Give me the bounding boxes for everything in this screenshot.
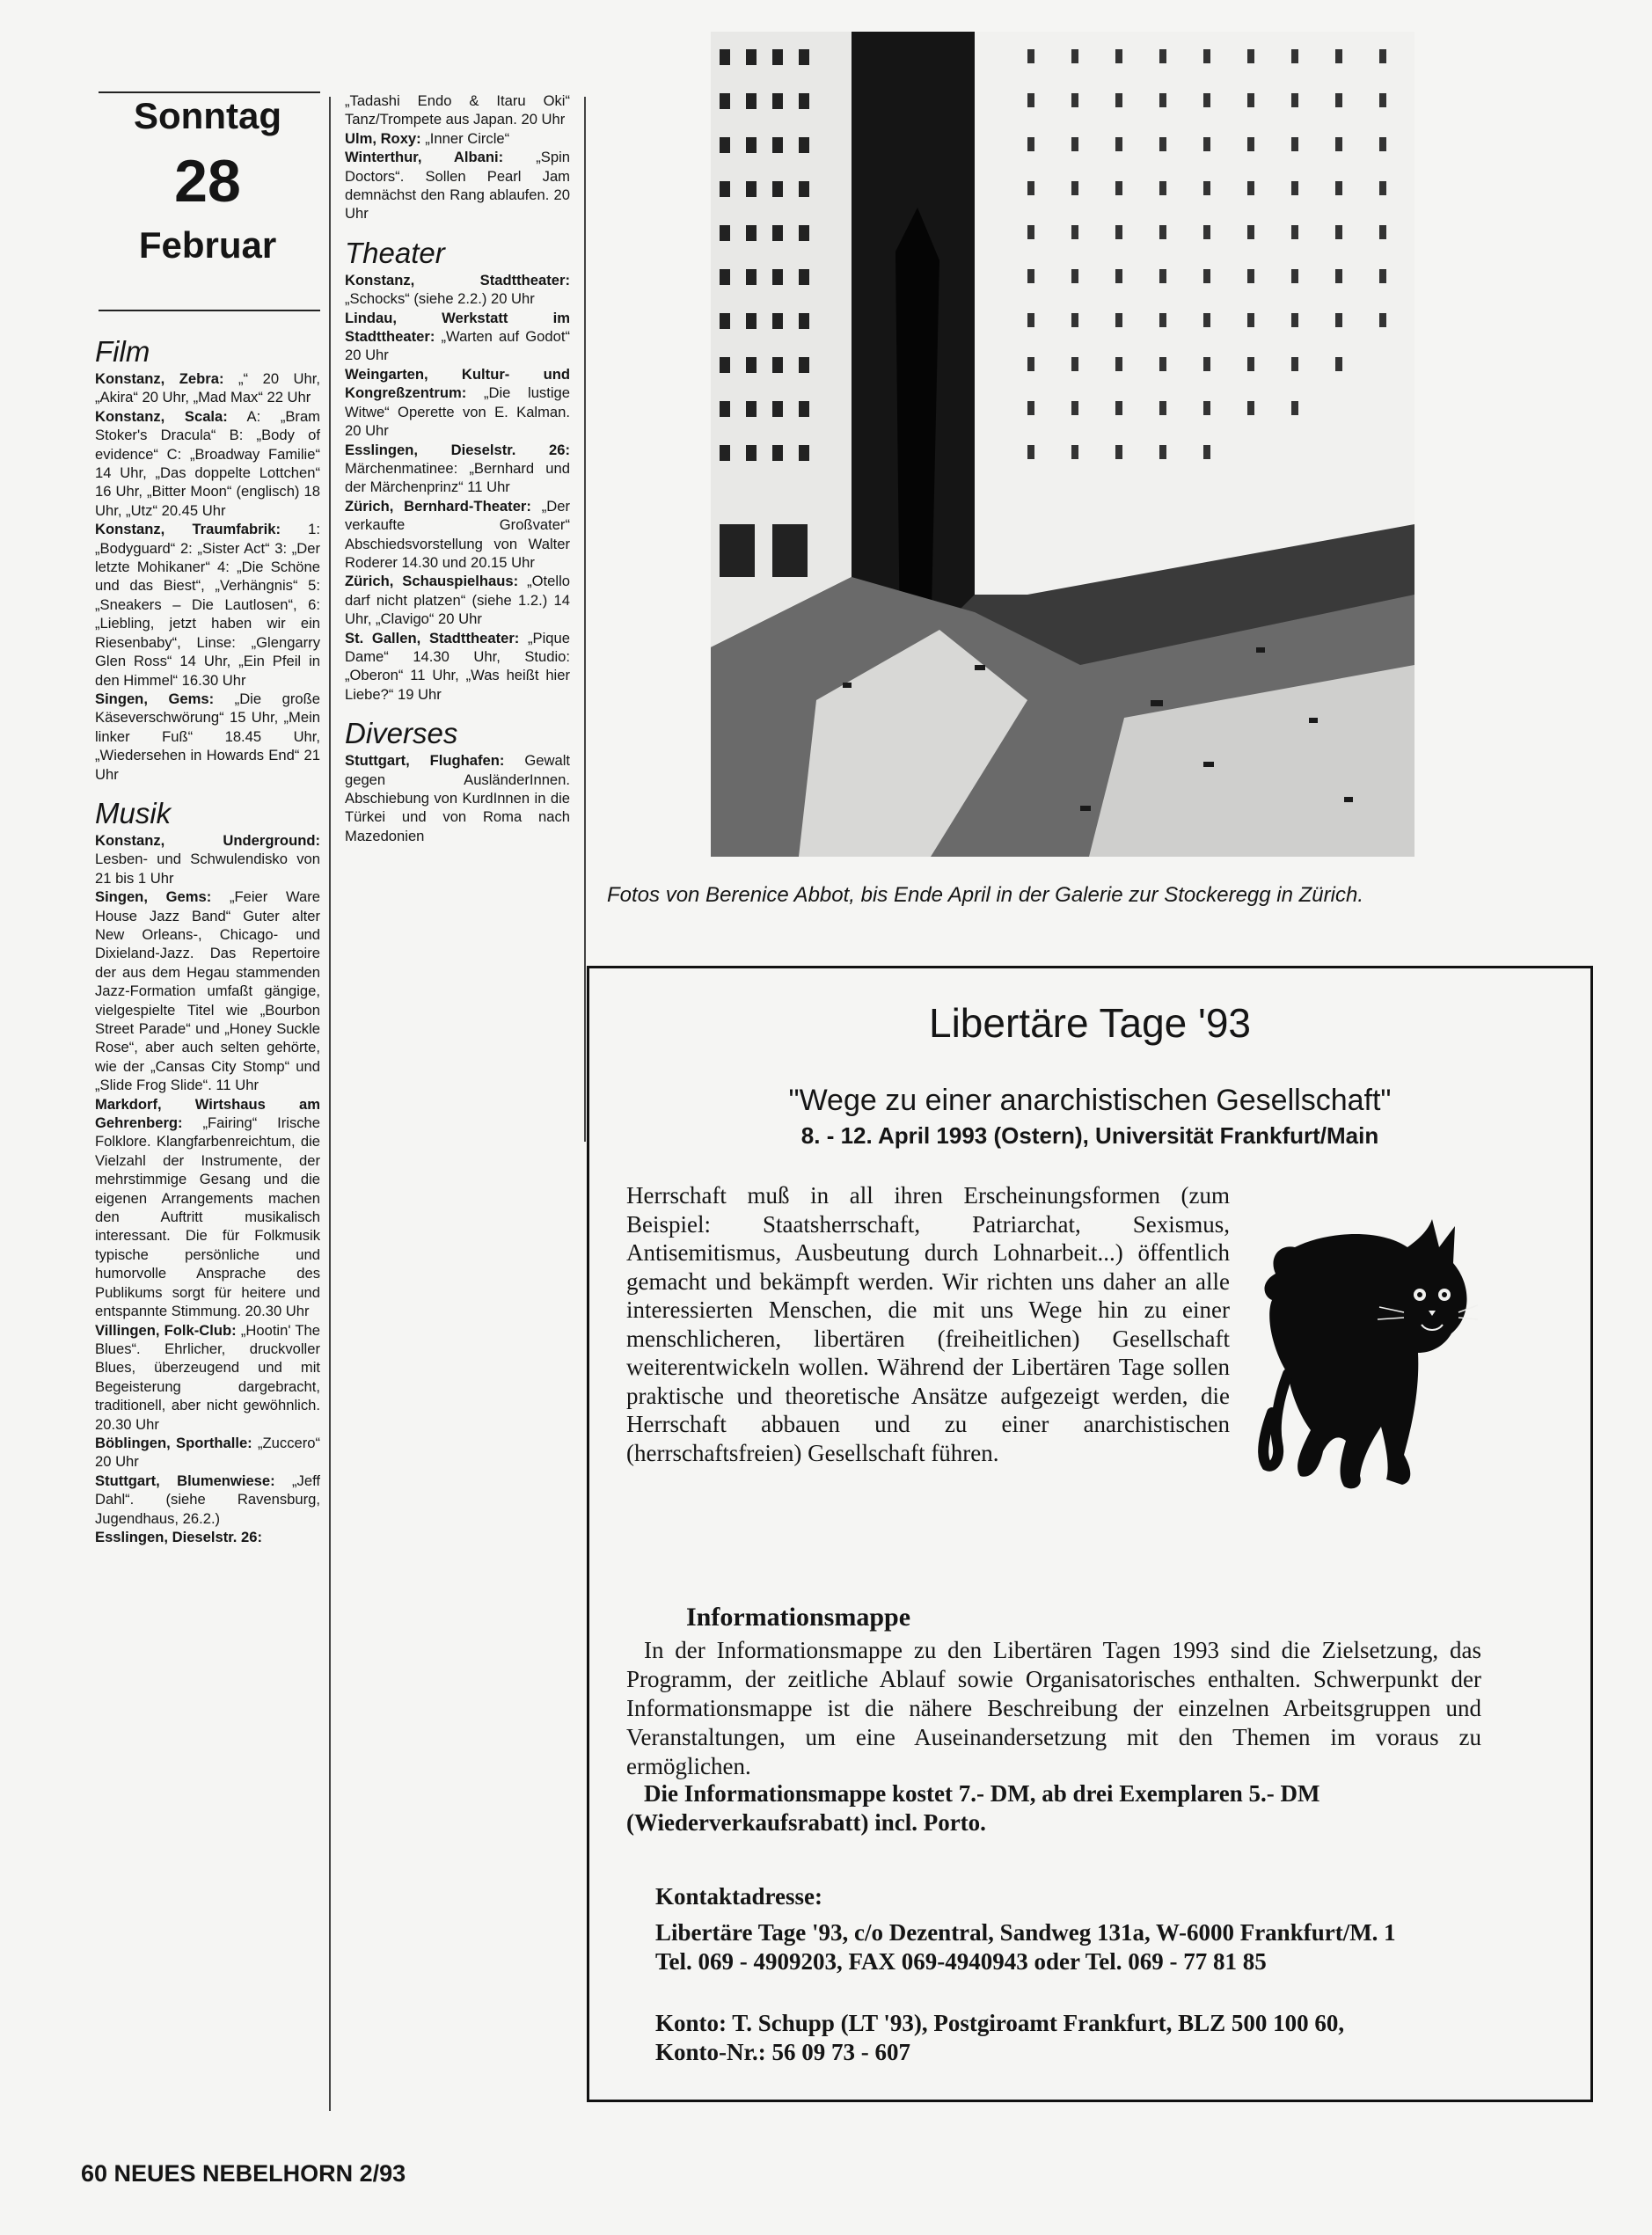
- venue-name: Stuttgart, Flughafen:: [345, 752, 505, 770]
- venue-name: Stuttgart, Blumenwiese:: [95, 1472, 275, 1489]
- event-details: „Spin Doctors“. Sollen Pearl Jam demnächst den Rang ablaufen. 20 Uhr: [345, 149, 570, 223]
- month: Februar: [138, 224, 277, 266]
- venue-name: Konstanz, Traumfabrik:: [95, 521, 281, 538]
- listing-entry: [95, 369, 320, 407]
- venue-name: Zürich, Bernhard-Theater:: [345, 497, 531, 515]
- black-cat-illustration: [1256, 1212, 1478, 1497]
- listing-entry: [345, 365, 570, 441]
- venue-name: Konstanz, Stadttheater:: [345, 271, 570, 289]
- event-intro: Herrschaft muß in all ihren Erscheinungsformen (zum Beispiel: Staatsherrschaft, Patriarchat, Sexismus, Antisemitismus, Ausbeutung durch Lohnarbeit...) öffentlich gemacht und bekämpft werden. Wir richten uns daher an alle interessierten Menschen, die mit uns Wege hin zu einer menschlicheren, libertären (freiheitlichen) Gesellschaft weiterentwickeln wollen. Während der Libertären Tage sollen praktische und theoretische Ansätze aufgezeigt werden, die Herrschaft abbauen und zu einer anarchistischen (herrschaftsfreien) Gesellschaft führen.: [626, 1182, 1230, 1466]
- listing-entry: [95, 887, 320, 1094]
- event-details: „Warten auf Godot“ 20 Uhr: [345, 328, 570, 364]
- account-holder: Konto: T. Schupp (LT '93), Postgiroamt Frankfurt, BLZ 500 100 60,: [655, 2010, 1345, 2036]
- event-details: „Der verkaufte Großvater“ Abschiedsvorstellung von Walter Roderer 14.30 und 20.15 Uhr: [345, 497, 570, 571]
- day-number: 28: [174, 148, 241, 215]
- venue-name: Singen, Gems:: [95, 690, 215, 707]
- photo-graphic: [711, 32, 1414, 857]
- listing-entry: [345, 751, 570, 845]
- event-details: „Hootin' The Blues“. Ehrlicher, druckvoller Blues, überzeugend und mit Begeisterung dargebracht, traditionell, aber nicht gewöhnlich. 20.30 Uhr: [95, 1321, 320, 1433]
- account-number: Konto-Nr.: 56 09 73 - 607: [655, 2039, 910, 2065]
- listing-entry: [95, 1095, 320, 1321]
- venue-name: Ulm, Roxy:: [345, 129, 421, 147]
- event-title: Libertäre Tage '93: [929, 1000, 1251, 1046]
- event-subtitle: "Wege zu einer anarchistischen Gesellschaft": [788, 1084, 1392, 1117]
- date-bottom-rule: [99, 310, 320, 311]
- listing-entry: [345, 629, 570, 705]
- venue-name: Lindau, Werkstatt im Stadttheater:: [345, 309, 570, 346]
- event-details: 1: „Bodyguard“ 2: „Sister Act“ 3: „Der letzte Mohikaner“ 4: „Die Schöne und das Biest“, „Verhängnis“ 5: „Sneakers – Die Lautlosen“, 6: „Liebling, jetzt haben wir ein Riesenbaby“, Linse: „Glengarry Glen Ross“ 14 Uhr, „Ein Pfeil in den Himmel“ 16.30 Uhr: [95, 521, 321, 689]
- date-block: [95, 88, 320, 267]
- info-price: Die Informationsmappe kostet 7.- DM, ab drei Exemplaren 5.- DM (Wiederverkaufsrabatt) incl. Porto.: [626, 1780, 1320, 1836]
- page-footer: 60 NEUES NEBELHORN 2/93: [81, 2160, 406, 2187]
- listing-entry: [95, 520, 320, 690]
- event-details: „Pique Dame“ 14.30 Uhr, Studio: „Oberon“ 11 Uhr, „Was heißt hier Liebe?“ 19 Uhr: [345, 629, 570, 703]
- black-cat-icon: [1256, 1212, 1478, 1497]
- event-details: „Otello darf nicht platzen“ (siehe 1.2.) 14 Uhr, „Clavigo“ 20 Uhr: [345, 573, 570, 628]
- venue-name: Esslingen, Dieselstr. 26:: [345, 441, 570, 458]
- listing-entry: [95, 690, 320, 784]
- contact-address: Libertäre Tage '93, c/o Dezentral, Sandweg 131a, W-6000 Frankfurt/M. 1: [655, 1919, 1396, 1946]
- event-details: „Zuccero“ 20 Uhr: [95, 1434, 321, 1471]
- event-details: Gewalt gegen AusländerInnen. Abschiebung von KurdInnen in die Türkei und von Roma nach Mazedonien: [345, 752, 570, 844]
- venue-name: St. Gallen, Stadttheater:: [345, 629, 520, 646]
- contact-label: Kontaktadresse:: [655, 1883, 823, 1910]
- listing-entry: [345, 441, 570, 497]
- listing-entry: [95, 1472, 320, 1528]
- weekday: Sonntag: [134, 95, 281, 136]
- section-heading: Film: [95, 335, 150, 368]
- listing-entry: [345, 497, 570, 573]
- venue-name: Konstanz, Zebra:: [95, 370, 224, 387]
- event-details: „Die lustige Witwe“ Operette von E. Kalman. 20 Uhr: [345, 384, 570, 440]
- event-details: „Fairing“ Irische Folklore. Klangfarbenreichtum, die Vielzahl der Instrumente, der mehrstimmige Gesang und die eigenen Arrangements machen den Auftritt musikalisch interessant. Die für Folkmusik typische persönliche und humorvolle Ansprache des Publikums sorgt für heitere und entspannte Stimmung. 20.30 Uhr: [95, 1114, 320, 1320]
- event-dates: 8. - 12. April 1993 (Ostern), Universität Frankfurt/Main: [800, 1122, 1379, 1149]
- event-details: „Feier Ware House Jazz Band“ Guter alter New Orleans-, Chicago- und Dixieland-Jazz. Das Repertoire der aus dem Hegau stammenden Jazz-Formation umfaßt gängige, vielgespielte Titel wie „Bourbon Street Parade“ und „Honey Suckle Rose“, aber auch selten gehörte, wie der „Cansas City Stomp“ und „Slide Frog Slide“. 11 Uhr: [95, 888, 320, 1094]
- contact-block: [655, 1882, 1579, 1976]
- column-divider: [329, 97, 331, 2111]
- event-details: Märchenmatinee: „Bernhard und der Märchenprinz“ 11 Uhr: [345, 459, 570, 496]
- listing-entry: [95, 1528, 320, 1546]
- venue-name: Weingarten, Kultur- und Kongreßzentrum:: [345, 365, 570, 402]
- listing-entry: [345, 309, 570, 365]
- photo-caption: Fotos von Berenice Abbot, bis Ende April in der Galerie zur Stockeregg in Zürich.: [607, 883, 1363, 907]
- venue-name: Zürich, Schauspielhaus:: [345, 573, 519, 590]
- event-details: „Die große Käseverschwörung“ 15 Uhr, „Mein linker Fuß“ 18.45 Uhr, „Wiedersehen in Howards End“ 21 Uhr: [95, 690, 320, 783]
- event-details: A: „Bram Stoker's Dracula“ B: „Body of evidence“ C: „Broadway Familie“ 14 Uhr, „Das doppelte Lottchen“ 16 Uhr, „Bitter Moon“ (englisch) 18 Uhr, „Utz“ 20.45 Uhr: [95, 407, 320, 519]
- venue-name: Winterthur, Albani:: [345, 149, 504, 166]
- listing-entry: [95, 1321, 320, 1434]
- column-divider: [584, 97, 586, 1142]
- event-details: „Jeff Dahl“. (siehe Ravensburg, Jugendhaus, 26.2.): [95, 1472, 320, 1527]
- listing-entry: [345, 572, 570, 628]
- venue-name: Markdorf, Wirtshaus am Gehrenberg:: [95, 1095, 320, 1132]
- section-heading: Musik: [95, 796, 172, 829]
- info-heading: Informationsmappe: [686, 1603, 911, 1632]
- venue-name: Villingen, Folk-Club:: [95, 1321, 237, 1339]
- listing-entry: [345, 129, 570, 148]
- event-details: „Tadashi Endo & Itaru Oki“ Tanz/Trompete aus Japan. 20 Uhr: [345, 92, 570, 128]
- listing-entry: [95, 1434, 320, 1472]
- info-text: In der Informationsmappe zu den Libertären Tagen 1993 sind die Zielsetzung, das Programm, der zeitliche Ablauf sowie Organisatorisches enthalten. Schwerpunkt der Informationsmappe ist die nähere Beschreibung der einzelnen Arbeitsgruppen und Veranstaltungen, um eine Auseinandersetzung mit den Themen im voraus zu ermöglichen.: [626, 1637, 1481, 1779]
- listing-entry: [345, 148, 570, 223]
- venue-name: Böblingen, Sporthalle:: [95, 1434, 252, 1451]
- listing-entry: [95, 407, 320, 520]
- event-details: „Inner Circle“: [420, 129, 510, 147]
- venue-name: Konstanz, Scala:: [95, 407, 228, 425]
- listing-column-1: [95, 334, 320, 1546]
- section-heading: Theater: [345, 236, 445, 269]
- section-heading: Diverses: [345, 717, 458, 750]
- venue-name: Singen, Gems:: [95, 888, 212, 906]
- event-details: „“ 20 Uhr, „Akira“ 20 Uhr, „Mad Max“ 22 Uhr: [95, 370, 320, 406]
- event-details: „Schocks“ (siehe 2.2.) 20 Uhr: [345, 290, 535, 308]
- event-details: Lesben- und Schwulendisko von 21 bis 1 Uhr: [95, 851, 320, 887]
- account-block: [655, 2009, 1579, 2067]
- listing-entry: [345, 91, 570, 129]
- listing-entry: [345, 271, 570, 309]
- listing-entry: [95, 831, 320, 887]
- contact-phone: Tel. 069 - 4909203, FAX 069-4940943 oder Tel. 069 - 77 81 85: [655, 1948, 1267, 1975]
- venue-name: Konstanz, Underground:: [95, 831, 320, 849]
- skyscraper-photo: [711, 32, 1414, 857]
- listing-column-2: [345, 91, 570, 845]
- venue-name: Esslingen, Dieselstr. 26:: [95, 1528, 262, 1545]
